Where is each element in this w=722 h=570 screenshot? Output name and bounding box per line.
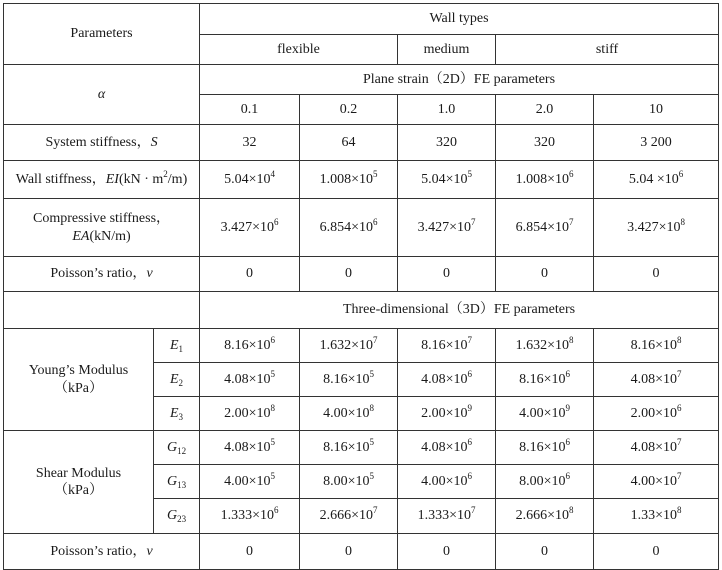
value-cell: $4.08\times 10^7$ — [594, 431, 719, 465]
alpha-value: 10 — [594, 95, 719, 125]
shear-modulus-label — [4, 431, 154, 534]
unit: （kPa） — [54, 380, 103, 396]
value-cell: $5.04\times 10^4$ — [200, 161, 300, 199]
plane-strain-header: Plane strain（2D）FE parameters — [200, 65, 719, 95]
unit-exponent: 2 — [163, 168, 168, 179]
poisson-2d-row — [4, 257, 719, 292]
value-cell: $4.00\times 10^9$ — [496, 397, 594, 431]
value-cell: $3.427\times 10^8$ — [594, 199, 719, 257]
wall-stiffness-row — [4, 161, 719, 199]
three-d-header: Three-dimensional（3D）FE parameters — [200, 292, 719, 329]
stiff-header: stiff — [496, 35, 719, 65]
header-row-1 — [4, 4, 719, 35]
compressive-stiffness-row — [4, 199, 719, 257]
system-stiffness-label — [4, 125, 200, 161]
poisson-3d-label — [4, 534, 200, 570]
alpha-value: 0.1 — [200, 95, 300, 125]
value-cell: $3.427\times 10^7$ — [398, 199, 496, 257]
value-cell: 0 — [496, 534, 594, 570]
value-cell: $4.08\times 10^6$ — [398, 363, 496, 397]
value-cell: 0 — [300, 534, 398, 570]
value-cell: $4.08\times 10^5$ — [200, 431, 300, 465]
value-cell: $8.16\times 10^8$ — [594, 329, 719, 363]
value-cell: 0 — [200, 257, 300, 292]
value-cell: $1.008\times 10^5$ — [300, 161, 398, 199]
value-cell: $2.666\times 10^8$ — [496, 499, 594, 534]
unit: /m) — [167, 171, 188, 187]
value-cell: $4.00\times 10^6$ — [398, 465, 496, 499]
wall-parameters-table — [3, 3, 719, 570]
value-cell: $8.16\times 10^6$ — [496, 363, 594, 397]
value-cell: 0 — [200, 534, 300, 570]
value-cell: 0 — [300, 257, 398, 292]
parameters-header: Parameters — [4, 4, 200, 65]
value-cell: $4.00\times 10^8$ — [300, 397, 398, 431]
value-cell: $8.00\times 10^6$ — [496, 465, 594, 499]
value-cell: $8.16\times 10^5$ — [300, 431, 398, 465]
value-cell: $1.008\times 10^6$ — [496, 161, 594, 199]
symbol: ν — [146, 543, 153, 559]
unit: （kPa） — [54, 483, 103, 498]
poisson-3d-row — [4, 534, 719, 570]
symbol-cell: $E_2$ — [154, 363, 200, 397]
value-cell: 320 — [496, 125, 594, 161]
value-cell: 3 200 — [594, 125, 719, 161]
three-d-header-row — [4, 292, 719, 329]
alpha-value: 0.2 — [300, 95, 398, 125]
value-cell: 0 — [398, 257, 496, 292]
shear-g12-row — [4, 431, 719, 465]
value-cell: $8.16\times 10^5$ — [300, 363, 398, 397]
value-cell: $1.33\times 10^8$ — [594, 499, 719, 534]
poisson-2d-label — [4, 257, 200, 292]
value-cell: $8.16\times 10^7$ — [398, 329, 496, 363]
value-cell: $6.854\times 10^7$ — [496, 199, 594, 257]
label-text: Poisson’s ratio， — [50, 266, 147, 282]
symbol-cell: $E_1$ — [154, 329, 200, 363]
alpha-symbol: α — [4, 65, 200, 125]
system-stiffness-row — [4, 125, 719, 161]
value-cell: $2.666\times 10^7$ — [300, 499, 398, 534]
value-cell: $1.333\times 10^6$ — [200, 499, 300, 534]
symbol-cell: $G_{12}$ — [154, 431, 200, 465]
value-cell: 64 — [300, 125, 398, 161]
symbol-cell: $G_{13}$ — [154, 465, 200, 499]
unit: (kN · m — [118, 171, 164, 187]
symbol: EI — [105, 171, 119, 187]
value-cell: 0 — [594, 534, 719, 570]
value-cell: $1.632\times 10^7$ — [300, 329, 398, 363]
label-text: Young’s Modulus — [28, 363, 129, 378]
value-cell: $8.00\times 10^5$ — [300, 465, 398, 499]
medium-header: medium — [398, 35, 496, 65]
value-cell: $4.00\times 10^7$ — [594, 465, 719, 499]
symbol-cell: $E_3$ — [154, 397, 200, 431]
label-text: Compressive stiffness， — [33, 211, 171, 226]
empty-cell — [4, 292, 200, 329]
flexible-header: flexible — [200, 35, 398, 65]
value-cell: $5.04\times 10^5$ — [398, 161, 496, 199]
symbol-cell: $G_{23}$ — [154, 499, 200, 534]
value-cell: 32 — [200, 125, 300, 161]
value-cell: $6.854\times 10^6$ — [300, 199, 398, 257]
value-cell: $2.00\times 10^6$ — [594, 397, 719, 431]
plane-strain-row — [4, 65, 719, 95]
alpha-value: 1.0 — [398, 95, 496, 125]
value-cell: $2.00\times 10^8$ — [200, 397, 300, 431]
value-cell: 320 — [398, 125, 496, 161]
value-cell: $1.333\times 10^7$ — [398, 499, 496, 534]
value-cell: $4.08\times 10^5$ — [200, 363, 300, 397]
value-cell: $5.04 \times 10^6$ — [594, 161, 719, 199]
symbol: S — [150, 134, 158, 150]
value-cell: $4.08\times 10^7$ — [594, 363, 719, 397]
value-cell: 0 — [496, 257, 594, 292]
youngs-modulus-label — [4, 329, 154, 431]
value-cell: 0 — [594, 257, 719, 292]
unit: (kN/m) — [89, 228, 131, 244]
value-cell: $4.08\times 10^6$ — [398, 431, 496, 465]
value-cell: $8.16\times 10^6$ — [200, 329, 300, 363]
wall-types-header: Wall types — [200, 4, 719, 35]
label-text: Poisson’s ratio， — [50, 543, 147, 559]
label-text: System stiffness， — [45, 134, 151, 150]
compressive-stiffness-label — [4, 199, 200, 257]
label-text: Shear Modulus — [35, 465, 122, 481]
symbol: ν — [146, 266, 153, 282]
value-cell: $4.00\times 10^5$ — [200, 465, 300, 499]
label-text: Wall stiffness， — [15, 171, 106, 187]
value-cell: $2.00\times 10^9$ — [398, 397, 496, 431]
value-cell: $1.632\times 10^8$ — [496, 329, 594, 363]
value-cell: $8.16\times 10^6$ — [496, 431, 594, 465]
symbol: EA — [72, 228, 90, 244]
wall-stiffness-label — [4, 161, 200, 199]
value-cell: 0 — [398, 534, 496, 570]
alpha-value: 2.0 — [496, 95, 594, 125]
youngs-e1-row — [4, 329, 719, 363]
value-cell: $3.427\times 10^6$ — [200, 199, 300, 257]
